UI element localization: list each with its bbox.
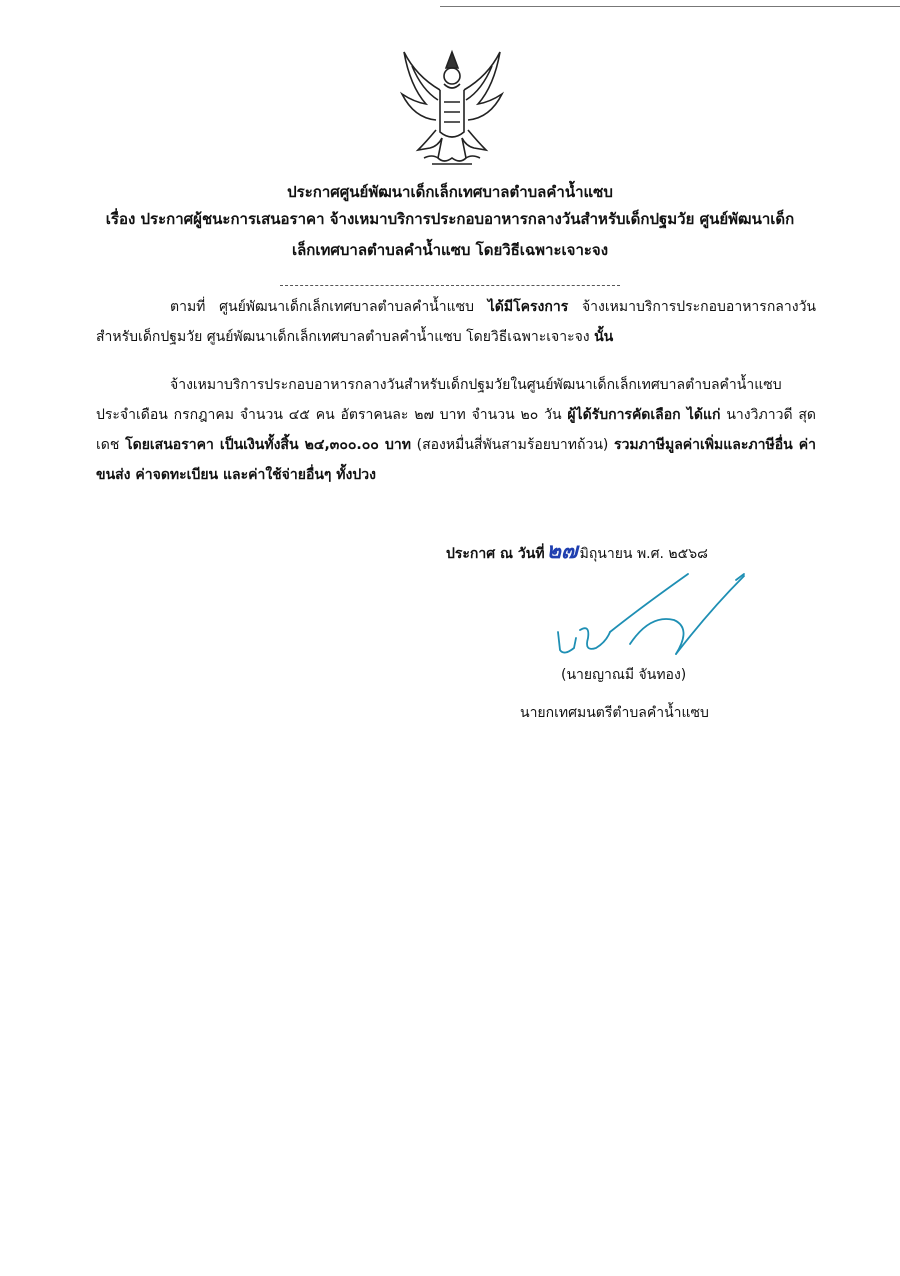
top-edge-line: [440, 6, 900, 7]
announce-prefix: ประกาศ ณ วันที่: [446, 546, 545, 562]
p1-part-c: จ้างเหมาบริการประกอบอาหารกลางวันสำหรับเด็กปฐมวัย ศูนย์พัฒนาเด็กเล็กเทศบาลตำบลคำน้ำแซบ โดยวิธีเฉพาะเจาะจง: [96, 299, 816, 345]
divider: [280, 285, 620, 286]
p1-part-b: ได้มีโครงการ: [487, 299, 569, 315]
p2-part-d: โดยเสนอราคา เป็นเงินทั้งสิ้น ๒๔,๓๐๐.๐๐ บาท: [125, 437, 411, 453]
p2-part-b: ผู้ได้รับการคัดเลือก ได้แก่: [567, 407, 721, 423]
document-title: ประกาศศูนย์พัฒนาเด็กเล็กเทศบาลตำบลคำน้ำแซบ: [287, 183, 613, 201]
p1-part-d: นั้น: [594, 329, 614, 345]
p2-part-a: จ้างเหมาบริการประกอบอาหารกลางวันสำหรับเด็กปฐมวัยในศูนย์พัฒนาเด็กเล็กเทศบาลตำบลคำน้ำแซบ ประจำเดือน กรกฎาคม จำนวน ๔๕ คน อัตราคนละ ๒๗ บาท จำนวน ๒๐ วัน: [96, 377, 782, 423]
announce-date: [446, 533, 708, 568]
p2-part-c: นางวิภาวดี สุดเดช: [96, 407, 816, 453]
handwritten-signature: [540, 568, 760, 678]
announce-day: ๒๗: [546, 539, 578, 564]
p1-part-a: ตามที่ ศูนย์พัฒนาเด็กเล็กเทศบาลตำบลคำน้ำแซบ: [170, 299, 475, 315]
subject-label: เรื่อง ประกาศผู้ชนะการเสนอราคา: [105, 210, 325, 228]
paragraph-2: [96, 370, 816, 490]
announce-month-year: มิถุนายน พ.ศ. ๒๕๖๘: [579, 546, 708, 562]
subject-line-2: เล็กเทศบาลตำบลคำน้ำแซบ โดยวิธีเฉพาะเจาะจง: [291, 241, 609, 259]
signer-position: นายกเทศมนตรีตำบลคำน้ำแซบ: [520, 705, 709, 721]
signer-name: (นายญาณมี จันทอง): [561, 667, 687, 683]
p2-part-e: (สองหมื่นสี่พันสามร้อยบาทถ้วน): [416, 437, 609, 453]
subject-line-1: [60, 205, 840, 234]
subject-text-1: จ้างเหมาบริการประกอบอาหารกลางวันสำหรับเด็กปฐมวัย ศูนย์พัฒนาเด็ก: [329, 210, 795, 228]
garuda-emblem-icon: [396, 46, 508, 170]
paragraph-1: [96, 292, 816, 352]
p2-part-f: รวมภาษีมูลค่าเพิ่มและภาษีอื่น ค่าขนส่ง ค่าจดทะเบียน และค่าใช้จ่ายอื่นๆ ทั้งปวง: [96, 437, 817, 483]
